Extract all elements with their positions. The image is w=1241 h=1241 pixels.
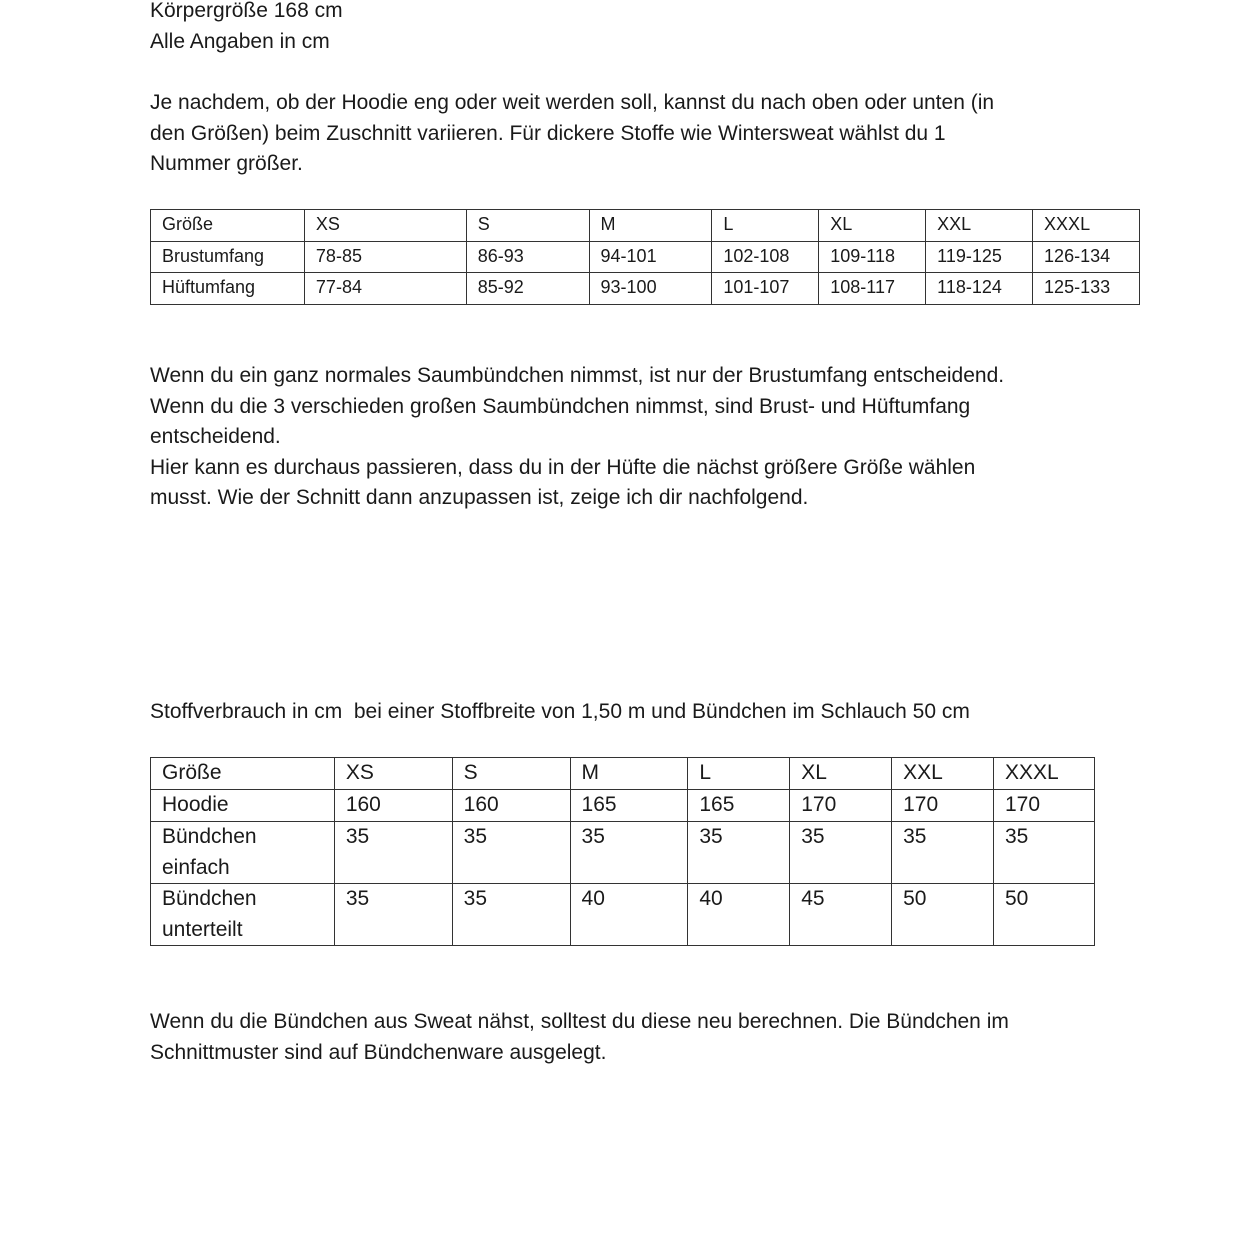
row-label: Brustumfang [151, 241, 305, 273]
table-cell: 109-118 [819, 241, 926, 273]
table-cell: 35 [452, 884, 570, 946]
table-cell: 118-124 [926, 273, 1033, 305]
table-cell: 40 [688, 884, 790, 946]
header-cell: XL [790, 758, 892, 790]
table-cell: 35 [688, 822, 790, 884]
table-cell: 35 [570, 822, 688, 884]
cuff-note-line: entscheidend. [150, 425, 281, 448]
table-cell: 125-133 [1033, 273, 1140, 305]
row-label-line: Bündchen [162, 825, 257, 848]
cuff-note-line: musst. Wie der Schnitt dann anzupassen ist, zeige ich dir nachfolgend. [150, 486, 809, 509]
table-cell: 170 [790, 790, 892, 822]
table-cell: 45 [790, 884, 892, 946]
fit-note-line: Nummer größer. [150, 152, 303, 175]
table-cell: 165 [570, 790, 688, 822]
table-cell: 165 [688, 790, 790, 822]
fabric-usage-table [150, 757, 1095, 946]
table-cell: 160 [452, 790, 570, 822]
units-note: Alle Angaben in cm [150, 29, 330, 53]
header-cell: XXL [926, 210, 1033, 242]
table-cell: 85-92 [466, 273, 589, 305]
cuff-note-line: Wenn du ein ganz normales Saumbündchen nimmst, ist nur der Brustumfang entscheidend. [150, 364, 1005, 387]
table-cell: 170 [994, 790, 1095, 822]
header-cell: XXL [892, 758, 994, 790]
table-cell: 35 [994, 822, 1095, 884]
cuff-note-line: Hier kann es durchaus passieren, dass du in der Hüfte die nächst größere Größe wählen [150, 455, 976, 479]
fit-note-line: den Größen) beim Zuschnitt variieren. Für dickere Stoffe wie Wintersweat wählst du 1 [150, 121, 946, 145]
row-label-line: Bündchen [162, 887, 257, 910]
cuff-note-line: Wenn du die 3 verschieden großen Saumbündchen nimmst, sind Brust- und Hüftumfang [150, 394, 971, 418]
header-cell: S [466, 210, 589, 242]
table-cell: 50 [892, 884, 994, 946]
header-cell: Größe [151, 758, 335, 790]
fabric-heading-text: Stoffverbrauch in cm bei einer Stoffbreite von 1,50 m und Bündchen im Schlauch 50 cm [150, 700, 970, 723]
row-label [151, 884, 335, 946]
row-label: Hoodie [151, 790, 335, 822]
table-cell: 35 [334, 822, 452, 884]
size-table-header [151, 210, 1140, 242]
table-cell: 35 [790, 822, 892, 884]
table-cell: 35 [452, 822, 570, 884]
table-cell: 119-125 [926, 241, 1033, 273]
table-cell: 35 [892, 822, 994, 884]
table-cell: 170 [892, 790, 994, 822]
header-cell: XL [819, 210, 926, 242]
header-cell: XXXL [994, 758, 1095, 790]
table-cell: 50 [994, 884, 1095, 946]
fabric-heading [150, 697, 970, 728]
table-row [151, 273, 1140, 305]
table-cell: 108-117 [819, 273, 926, 305]
header-cell: XS [304, 210, 466, 242]
sweat-note-line: Wenn du die Bündchen aus Sweat nähst, solltest du diese neu berechnen. Die Bündchen im [150, 1010, 1009, 1033]
table-cell: 160 [334, 790, 452, 822]
intro-block [150, 0, 343, 57]
fabric-table-header [151, 758, 1095, 790]
table-row [151, 822, 1095, 884]
row-label: Hüftumfang [151, 273, 305, 305]
header-cell: M [589, 210, 712, 242]
table-cell: 40 [570, 884, 688, 946]
table-cell: 93-100 [589, 273, 712, 305]
header-cell: XS [334, 758, 452, 790]
fit-note [150, 88, 994, 180]
table-cell: 86-93 [466, 241, 589, 273]
table-cell: 101-107 [712, 273, 819, 305]
size-table [150, 209, 1140, 305]
table-cell: 94-101 [589, 241, 712, 273]
table-row [151, 884, 1095, 946]
header-cell: S [452, 758, 570, 790]
table-cell: 102-108 [712, 241, 819, 273]
header-cell: Größe [151, 210, 305, 242]
cuff-note [150, 361, 1004, 514]
table-row [151, 790, 1095, 822]
table-row [151, 241, 1140, 273]
table-cell: 78-85 [304, 241, 466, 273]
row-label [151, 822, 335, 884]
sweat-note [150, 1007, 1009, 1068]
row-label-line: einfach [162, 855, 230, 879]
table-cell: 126-134 [1033, 241, 1140, 273]
table-cell: 77-84 [304, 273, 466, 305]
row-label-line: unterteilt [162, 917, 243, 941]
fit-note-line: Je nachdem, ob der Hoodie eng oder weit werden soll, kannst du nach oben oder unten (in [150, 91, 995, 114]
header-cell: XXXL [1033, 210, 1140, 242]
body-height: Körpergröße 168 cm [150, 0, 343, 22]
header-cell: M [570, 758, 688, 790]
sweat-note-line: Schnittmuster sind auf Bündchenware ausgelegt. [150, 1040, 607, 1064]
table-cell: 35 [334, 884, 452, 946]
header-cell: L [712, 210, 819, 242]
header-cell: L [688, 758, 790, 790]
